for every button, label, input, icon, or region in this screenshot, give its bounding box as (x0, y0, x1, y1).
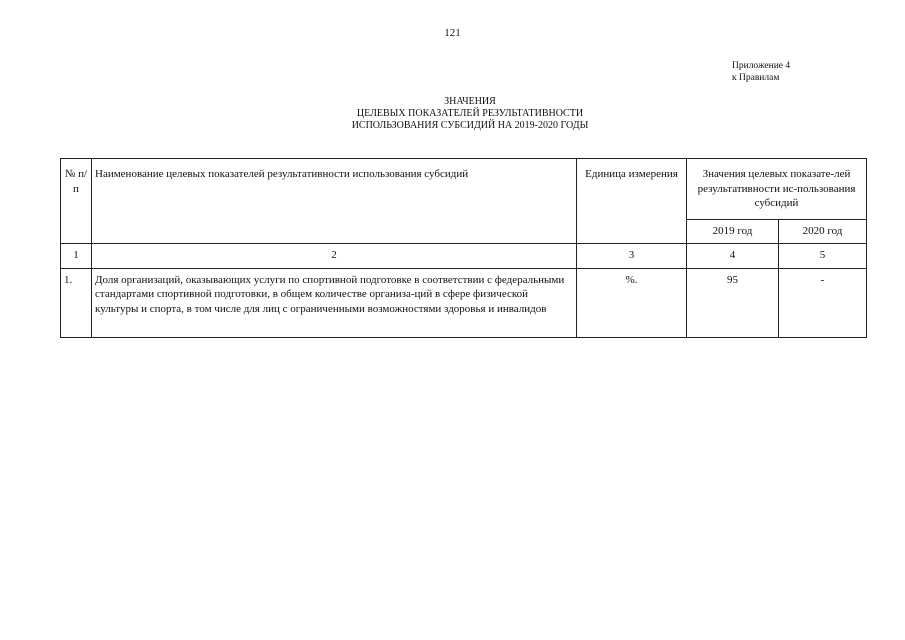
row-value-2020: - (779, 268, 867, 337)
header-year-2020: 2020 год (779, 220, 867, 244)
header-unit: Единица измерения (577, 159, 687, 244)
table-row (61, 268, 867, 337)
header-year-2019: 2019 год (687, 220, 779, 244)
column-index-2: 2 (92, 243, 577, 268)
column-index-5: 5 (779, 243, 867, 268)
column-index-3: 3 (577, 243, 687, 268)
page-number: 121 (444, 27, 461, 39)
header-name: Наименование целевых показателей результативности использования субсидий (92, 159, 577, 244)
row-unit: %. (577, 268, 687, 337)
header-values: Значения целевых показате-лей результативности ис-пользования субсидий (687, 159, 867, 220)
header-num: № п/п (61, 159, 92, 244)
row-num: 1. (61, 268, 92, 337)
column-index-4: 4 (687, 243, 779, 268)
title-line-2: ЦЕЛЕВЫХ ПОКАЗАТЕЛЕЙ РЕЗУЛЬТАТИВНОСТИ (356, 108, 584, 119)
appendix-note (732, 60, 790, 84)
row-value-2019: 95 (687, 268, 779, 337)
column-index-1: 1 (61, 243, 92, 268)
row-indicator-name: Доля организаций, оказывающих услуги по спортивной подготовке в соответствии с федеральными стандартами спортивной подготовки, в общем количестве организа-ций в сфере физической культуры и спорта, в том числе для лиц с ограниченными возможностями здоровья и инвалидов (92, 268, 577, 337)
document-title (0, 96, 905, 132)
table-header-row (61, 159, 867, 220)
title-line-1: ЗНАЧЕНИЯ (444, 96, 496, 107)
appendix-line-1: Приложение 4 (732, 61, 791, 71)
indicators-table (60, 158, 867, 338)
title-line-3: ИСПОЛЬЗОВАНИЯ СУБСИДИЙ НА 2019-2020 ГОДЫ (351, 120, 589, 131)
appendix-line-2: к Правилам (732, 73, 780, 83)
column-index-row (61, 243, 867, 268)
